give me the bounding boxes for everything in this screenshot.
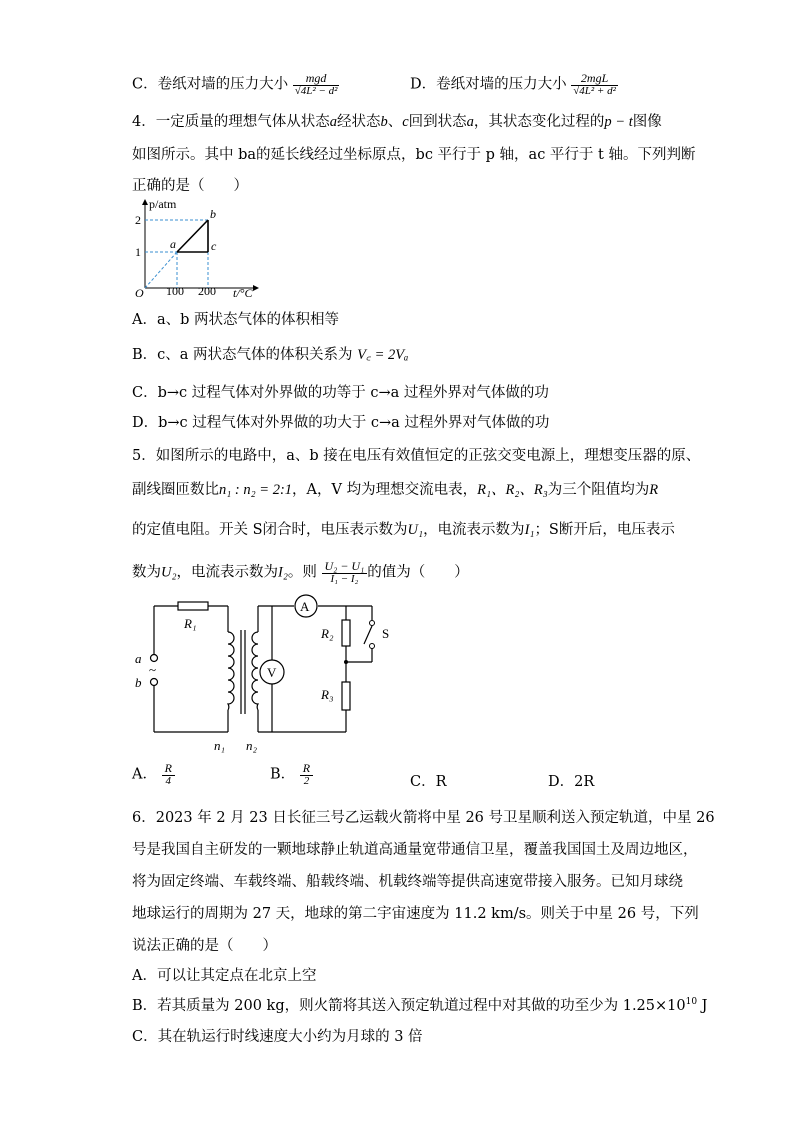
q5-text-2: ，A，V 均为理想交流电表， [292,482,478,498]
option-c-text: C．卷纸对墙的压力大小 [132,76,289,93]
q6-option-b-exp: 10 [685,997,698,1008]
r2-label: R₂ [321,626,334,641]
y-axis-label: p/atm [149,197,177,211]
q5-option-b-num: R [300,762,313,776]
q5-line2 [132,478,658,499]
q5-line4 [132,560,469,585]
q4-text-4: 回到状态 [408,114,467,130]
q6-option-b [132,994,708,1015]
q4-option-b [132,343,408,364]
x-tick-100: 100 [166,284,184,298]
q4-line3: 正确的是（ ） [132,178,248,194]
resistor-r1 [178,602,208,610]
q4-option-b-eq: V꜀ = 2Vₐ [357,347,409,363]
q5-option-c: C．R [410,774,447,790]
resistor-r3 [342,682,350,710]
q5-option-a-fraction [162,762,175,787]
q5-option-a [132,762,175,787]
x-tick-200: 200 [198,284,216,298]
option-d-text: D．卷纸对墙的压力大小 [410,76,567,93]
q5-text-10: 的值为（ ） [367,564,469,581]
q5-option-b-fraction [300,762,313,787]
x-axis-label: t/°C [233,286,253,300]
option-c-den: √4L² − d² [294,84,338,97]
q4-var-a: a [329,114,337,130]
q6-line1: 6．2023 年 2 月 23 日长征三号乙运载火箭将中星 26 号卫星顺利送入预定轨道，中星 26 [132,810,715,826]
switch-contact-bottom [370,644,375,649]
q5-text-9: 。则 [287,564,317,581]
q5-R: R [649,482,659,498]
q4-pt-graph [130,196,270,300]
origin-label: O [135,286,144,300]
q5-text-7: 数为 [132,564,161,581]
option-c-num: mgd [293,72,340,86]
q4-text-6: 图像 [632,114,662,130]
q5-I1: I₁ [524,522,535,538]
switch-contact-top [370,621,375,626]
q6-line4: 地球运行的周期为 27 天，地球的第二宇宙速度为 11.2 km/s。则关于中星 26 号，下列 [132,906,699,922]
q5-resistors: R₁、R₂、R₃ [477,482,548,498]
junction-dot [344,660,348,664]
q5-fraction [322,560,368,585]
q6-option-a: A．可以让其定点在北京上空 [132,968,317,984]
q6-line2: 号是我国自主研发的一颗地球静止轨道高通量宽带通信卫星，覆盖我国国土及周边地区， [132,842,698,858]
y-tick-2: 2 [135,213,141,227]
q4-text-3: 、 [387,114,403,130]
terminal-a [151,655,158,662]
q5-option-a-den: 4 [165,774,172,787]
q5-option-a-label: A． [132,766,157,783]
a-label: a [135,651,142,666]
q5-line1: 5．如图所示的电路中，a、b 接在电压有效值恒定的正弦交变电源上，理想变压器的原、 [132,448,701,464]
q5-option-b-den: 2 [303,774,310,787]
q4-var-pt: p − t [604,114,633,130]
q5-ratio: n₁ : n₂ = 2:1 [219,482,293,498]
voltmeter-label: V [267,665,277,680]
q5-option-b [270,762,313,787]
q4-text-2: 经状态 [336,114,381,130]
q4-var-a2: a [466,114,474,130]
process-ab [177,220,208,252]
q5-U2: U₂ [161,564,177,581]
r1-label: R₁ [184,616,197,631]
q6-line3: 将为固定终端、车载终端、船载终端、机载终端等提供高速宽带接入服务。已知月球绕 [132,874,683,890]
ammeter-label: A [300,599,310,614]
q4-text-5: ，其状态变化过程的 [473,114,605,130]
option-c-prev [132,72,339,97]
q4-var-b: b [380,114,388,130]
option-d-den: √4L² + d² [573,84,616,97]
option-d-num: 2mgL [571,72,618,86]
option-d-fraction [571,72,618,97]
q4-option-c: C．b→c 过程气体对外界做的功等于 c→a 过程外界对气体做的功 [132,385,549,401]
q6-option-c: C．其在轨运行时线速度大小约为月球的 3 倍 [132,1029,423,1045]
q5-option-d: D．2R [548,774,595,790]
point-c: c [211,239,217,253]
q6-line5: 说法正确的是（ ） [132,938,277,954]
q5-frac-den: I₁ − I₂ [330,572,359,585]
ac-source-icon: ~ [149,662,157,677]
n1-label: n₁ [214,738,226,753]
q6-option-b-text: B．若其质量为 200 kg，则火箭将其送入预定轨道过程中对其做的功至少为 1.25×10 [132,998,686,1014]
q5-line3 [132,518,675,539]
q5-text-8: ，电流表示数为 [176,564,279,581]
q5-frac-num: U₂ − U₁ [322,560,368,574]
option-d-prev [410,72,618,97]
b-label: b [135,675,142,690]
q5-U1: U₁ [407,522,424,538]
q4-option-b-text: B．c、a 两状态气体的体积关系为 [132,347,353,363]
q6-option-b-unit: J [697,998,708,1014]
q5-text-5: ，电流表示数为 [423,522,525,538]
q4-line2: 如图所示。其中 ba的延长线经过坐标原点，bc 平行于 p 轴，ac 平行于 t 轴。下列判断 [132,147,696,163]
q4-line1 [132,110,662,131]
n2-label: n₂ [246,738,258,753]
y-tick-1: 1 [135,245,141,259]
option-c-fraction [293,72,340,97]
q5-I2: I₂ [278,564,288,581]
q5-circuit [128,594,408,754]
q5-option-a-num: R [162,762,175,776]
q4-text-1: 4．一定质量的理想气体从状态 [132,114,330,130]
resistor-r2 [342,620,350,646]
q4-option-d: D．b→c 过程气体对外界做的功大于 c→a 过程外界对气体做的功 [132,415,550,431]
q5-text-1: 副线圈匝数比 [132,482,219,498]
switch-label: S [382,626,390,641]
q4-option-a: A．a、b 两状态气体的体积相等 [132,312,340,328]
q5-text-3: 为三个阻值均为 [547,482,650,498]
point-b: b [210,207,216,221]
q5-text-4: 的定值电阻。开关 S闭合时，电压表示数为 [132,522,408,538]
q5-option-b-label: B． [270,766,296,783]
q5-text-6: ；S断开后，电压表示 [534,522,675,538]
guide-origin-line [145,252,177,288]
terminal-b [151,679,158,686]
point-a: a [170,237,176,251]
q4-var-c: c [402,114,409,130]
r3-label: R₃ [321,687,334,702]
